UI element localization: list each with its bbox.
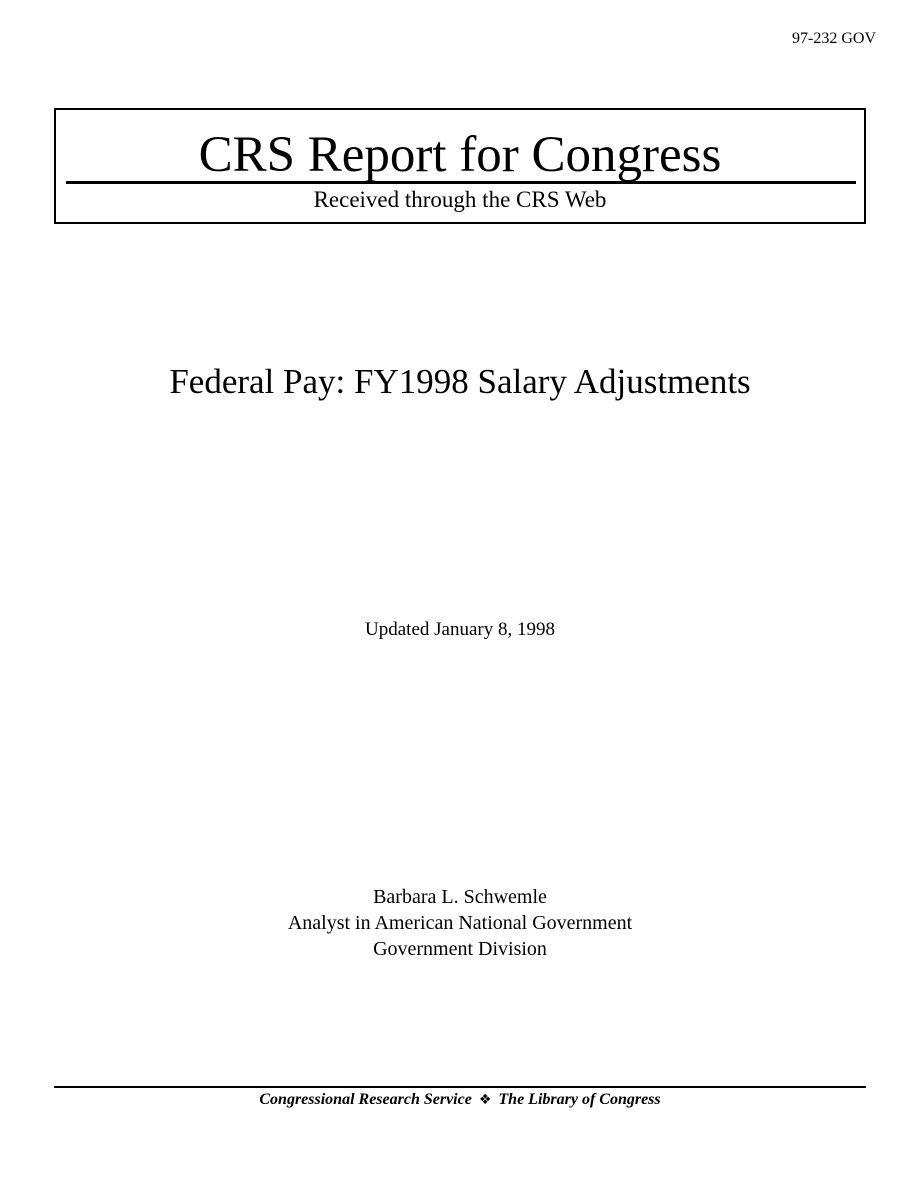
author-position: Analyst in American National Government <box>287 912 633 934</box>
footer-divider <box>54 1086 866 1088</box>
header-title: CRS Report for Congress <box>198 127 722 183</box>
header-divider <box>66 181 856 184</box>
author-block <box>0 884 920 962</box>
footer <box>0 1089 920 1111</box>
footer-publisher: Congressional Research Service <box>259 1091 472 1108</box>
diamond-separator-icon: ❖ <box>478 1092 492 1108</box>
report-number: 97-232 GOV <box>792 30 876 47</box>
document-title: Federal Pay: FY1998 Salary Adjustments <box>169 362 751 401</box>
header-subtitle: Received through the CRS Web <box>313 187 607 212</box>
author-name: Barbara L. Schwemle <box>373 886 547 908</box>
report-header-box <box>54 108 866 224</box>
footer-library: The Library of Congress <box>498 1091 661 1108</box>
updated-date: Updated January 8, 1998 <box>365 619 555 640</box>
author-division: Government Division <box>373 938 547 960</box>
